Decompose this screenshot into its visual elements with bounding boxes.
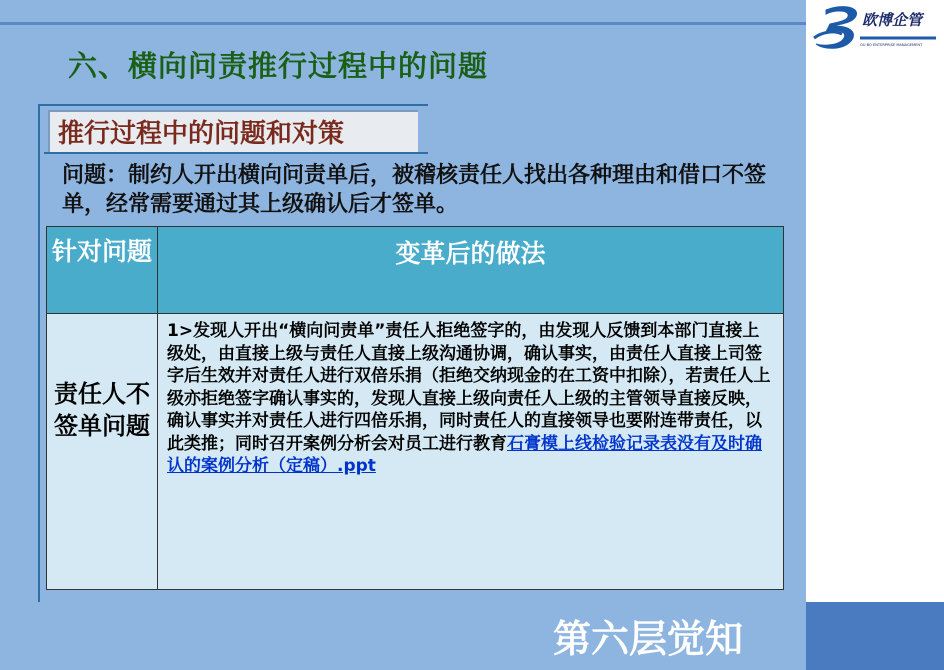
header-measures: 变革后的做法 <box>395 239 546 268</box>
top-divider <box>0 22 806 25</box>
cell-measures <box>167 320 775 478</box>
slide-title: 六、横向问责推行过程中的问题 <box>68 49 489 83</box>
cell-issue: 责任人不签单问题 <box>54 380 150 440</box>
measures-table <box>46 226 784 590</box>
subtitle-frame-bottom <box>44 152 428 154</box>
slide-subtitle: 推行过程中的问题和对策 <box>58 119 345 149</box>
company-logo <box>812 4 938 56</box>
footer-band <box>806 602 944 670</box>
logo-mark <box>812 4 938 56</box>
subtitle-frame-top <box>38 104 428 106</box>
footer-title: 第六层觉知 <box>553 617 744 661</box>
logo-brand-cn: 欧博企管 <box>862 11 923 29</box>
case-study-link[interactable]: 石膏模上线检验记录表没有及时确认的案例分析（定稿）.ppt <box>167 433 762 476</box>
header-issue: 针对问题 <box>51 237 152 266</box>
logo-brand-en: OU BO ENTERPRISE MANAGEMENT <box>860 43 923 47</box>
problem-statement: 问题：制约人开出横向问责单后，被稽核责任人找出各种理由和借口不签单，经常需要通过其上级确认后才签单。 <box>62 163 767 217</box>
subtitle-frame-left <box>38 104 40 602</box>
measures-text: 1>发现人开出“横向问责单”责任人拒绝签字的，由发现人反馈到本部门直接上级处，由直接上级与责任人直接上级沟通协调，确认事实，由责任人直接上司签字后生效并对责任人进行双倍乐捐（拒绝交纳现金的在工资中扣除），若责任人上级亦拒绝签字确认事实的，发现人直接上级向责任人上级的主管领导直接反映，确认事实并对责任人进行四倍乐捐，同时责任人的直接领导也要附连带责任，以此类推；同时召开案例分析会对员工进行教育 <box>167 321 771 454</box>
table-column-divider <box>157 227 158 589</box>
